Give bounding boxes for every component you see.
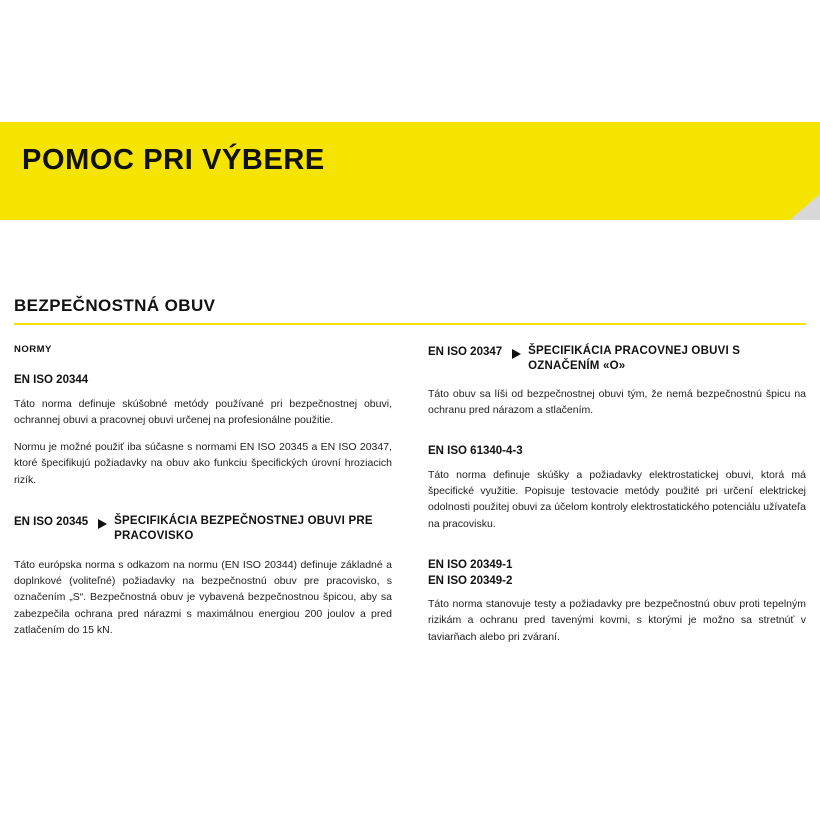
section-header <box>14 296 806 325</box>
standard-heading <box>98 514 392 544</box>
standard-heading-row <box>14 514 392 544</box>
section-divider <box>14 323 806 325</box>
standard-code-secondary: EN ISO 20349-2 <box>428 574 513 587</box>
standard-block <box>14 373 392 488</box>
standard-paragraph: Táto obuv sa líši od bezpečnostnej obuvi tým, že nemá bezpečnostnú špicu na ochranu pred nárazom a stlačením. <box>428 387 806 417</box>
right-column <box>428 344 806 645</box>
column-kicker: NORMY <box>14 344 52 355</box>
standard-heading <box>512 344 806 374</box>
standard-paragraph: Táto norma definuje skúšobné metódy používané pri bezpečnostnej obuvi, ochrannej obuvi a pracovnej obuvi určenej na profesionálne použitie. <box>14 397 392 426</box>
page-title: POMOC PRI VÝBERE <box>22 144 325 176</box>
standard-heading-row <box>428 344 806 374</box>
section-title: BEZPEČNOSTNÁ OBUV <box>14 296 216 315</box>
standard-paragraph: Normu je možné použiť iba súčasne s normami EN ISO 20345 a EN ISO 20347, ktoré špecifikujú požiadavky na obuv ako funkciu špecifických úrovní hroziacich rizík. <box>14 441 392 486</box>
standard-code: EN ISO 20344 <box>14 374 89 386</box>
standard-block <box>428 558 806 645</box>
page-banner <box>0 122 820 232</box>
standard-code: EN ISO 20349-1 <box>428 558 513 571</box>
content-columns <box>14 344 806 645</box>
standard-block <box>428 344 806 418</box>
standard-code: EN ISO 61340-4-3 <box>428 445 523 458</box>
standard-block <box>428 444 806 532</box>
triangle-right-icon <box>512 346 521 364</box>
left-column <box>14 344 392 645</box>
triangle-right-icon <box>98 516 107 534</box>
standard-block <box>14 514 392 638</box>
standard-heading-text: ŠPECIFIKÁCIA PRACOVNEJ OBUVI S OZNAČENÍM «O» <box>528 345 741 372</box>
standard-code: EN ISO 20347 <box>428 346 503 358</box>
standard-code: EN ISO 20345 <box>14 515 89 528</box>
standard-heading-text: ŠPECIFIKÁCIA BEZPEČNOSTNEJ OBUVI PRE PRACOVISKO <box>114 514 373 542</box>
standard-paragraph: Táto norma definuje skúšky a požiadavky elektrostatickej obuvi, ktorá má špecifické využitie. Popisuje testovacie metódy použité pri určení elektrickej odolnosti použitej obuvi za účelom kontroly elektrostatického potenciálu užívateľa na pracovisku. <box>428 468 806 530</box>
standard-paragraph: Táto norma stanovuje testy a požiadavky pre bezpečnostnú obuv proti tepelným rizikám a ochranu pred tavenými kovmi, s ktorými je možno sa stretnúť v taviarňach alebo pri zváraní. <box>428 598 806 643</box>
standard-paragraph: Táto európska norma s odkazom na normu (EN ISO 20344) definuje základné a doplnkové (voliteľné) požiadavky na bezpečnostnú obuv pre pracovisko, s označením „S“. Bezpečnostná obuv je vybavená bezpečnostnou špicou, aby sa zabezpečila ochrana pred nárazmi s maximálnou energiou 200 joulov a pred zatlačením do 15 kN. <box>14 558 392 636</box>
